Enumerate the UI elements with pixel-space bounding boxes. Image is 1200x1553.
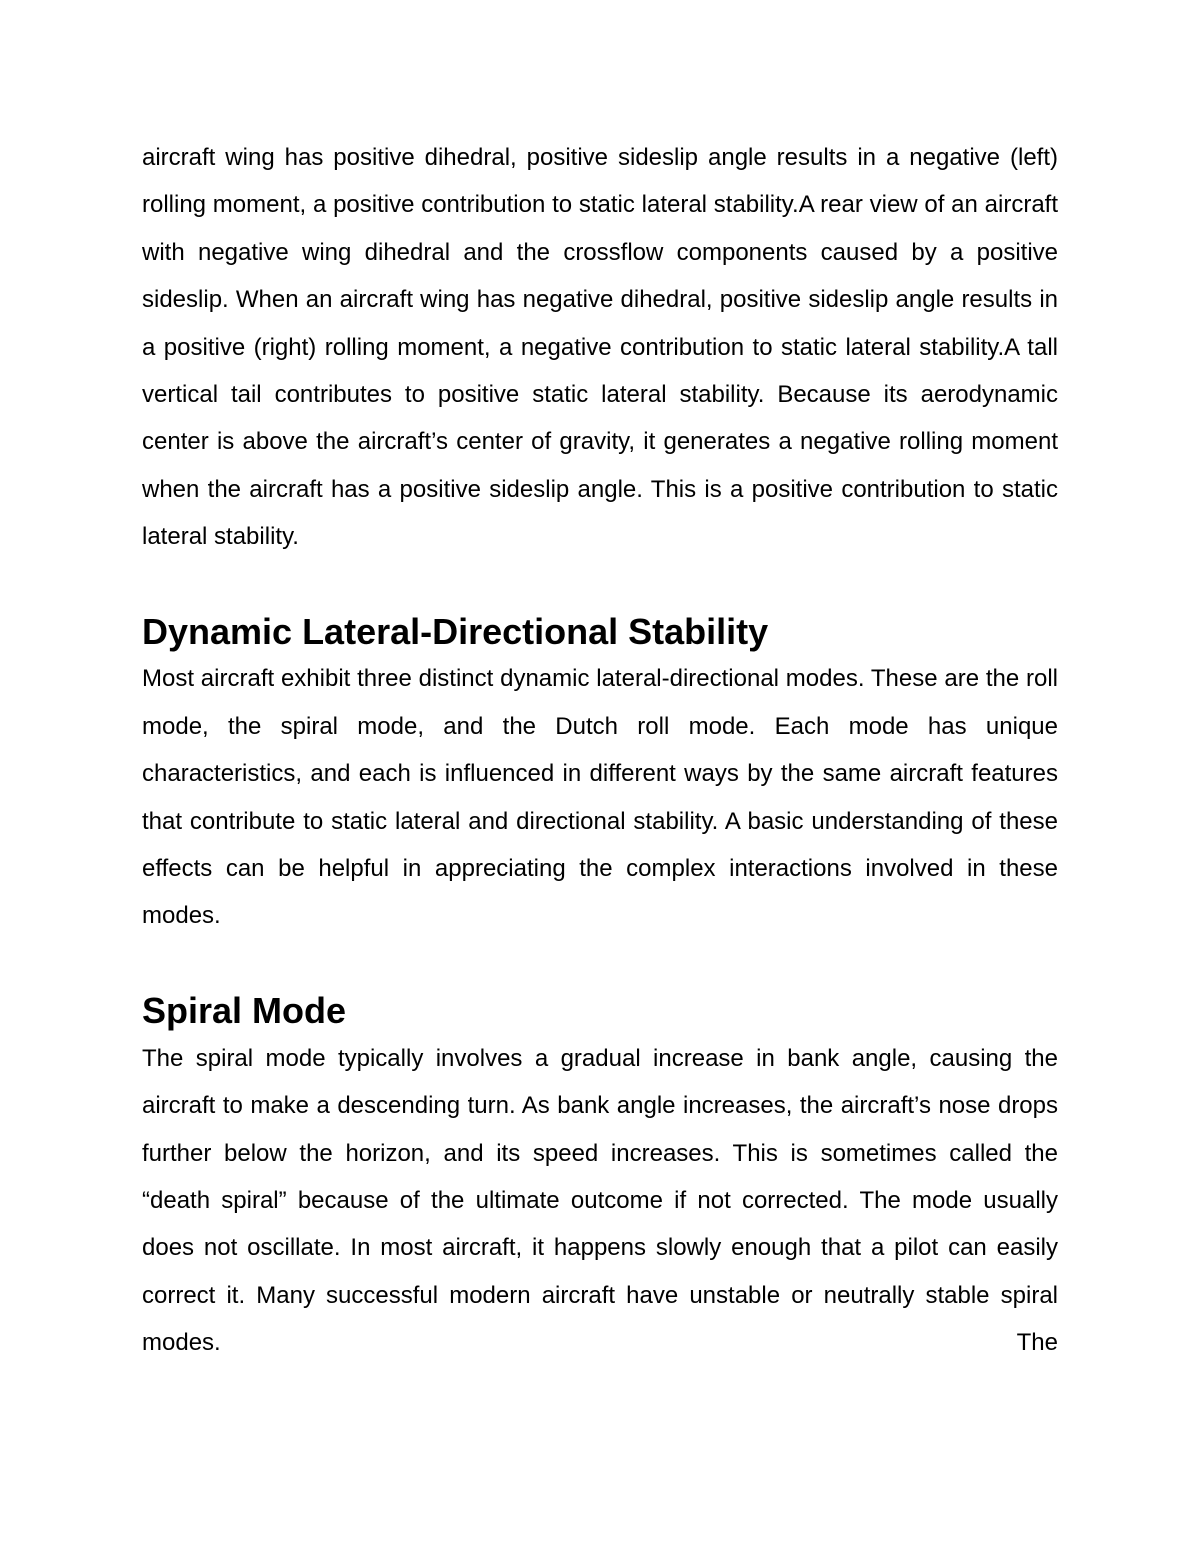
paragraph-spacer bbox=[142, 940, 1058, 987]
spiral-mode-heading: Spiral Mode bbox=[142, 990, 347, 1032]
spiral-mode-paragraph: The spiral mode typically involves a gradual increase in bank angle, causing the aircraft to make a descending turn. As bank angle increases, the aircraft’s nose drops further below the horizon, and its speed increases. This is sometimes called the “death spiral” because of the ultimate outcome if not corrected. The mode usually does not oscillate. In most aircraft, it happens slowly enough that a pilot can easily correct it. Many successful modern aircraft have unstable or neutrally stable spiral modes. The bbox=[142, 1044, 1058, 1357]
dynamic-stability-paragraph: Most aircraft exhibit three distinct dynamic lateral-directional modes. These are the roll mode, the spiral mode, and the Dutch roll mode. Each mode has unique characteristics, and each is influenced in different ways by the same aircraft features that contribute to static lateral and directional stability. A basic understanding of these effects can be helpful in appreciating the complex interactions involved in these modes. bbox=[142, 665, 1058, 930]
paragraph-spacer bbox=[142, 561, 1058, 608]
intro-paragraph: aircraft wing has positive dihedral, positive sideslip angle results in a negative (left) rolling moment, a positive contribution to static lateral stability.A rear view of an aircraft with negative wing dihedral and the crossflow components caused by a positive sideslip. When an aircraft wing has negative dihedral, positive sideslip angle results in a positive (right) rolling moment, a negative contribution to static lateral stability.A tall vertical tail contributes to positive static lateral stability. Because its aerodynamic center is above the aircraft’s center of gravity, it generates a negative rolling moment when the aircraft has a positive sideslip angle. This is a positive contribution to static lateral stability. bbox=[142, 144, 1058, 551]
document-page bbox=[142, 134, 1058, 1367]
dynamic-stability-heading: Dynamic Lateral-Directional Stability bbox=[142, 611, 769, 653]
